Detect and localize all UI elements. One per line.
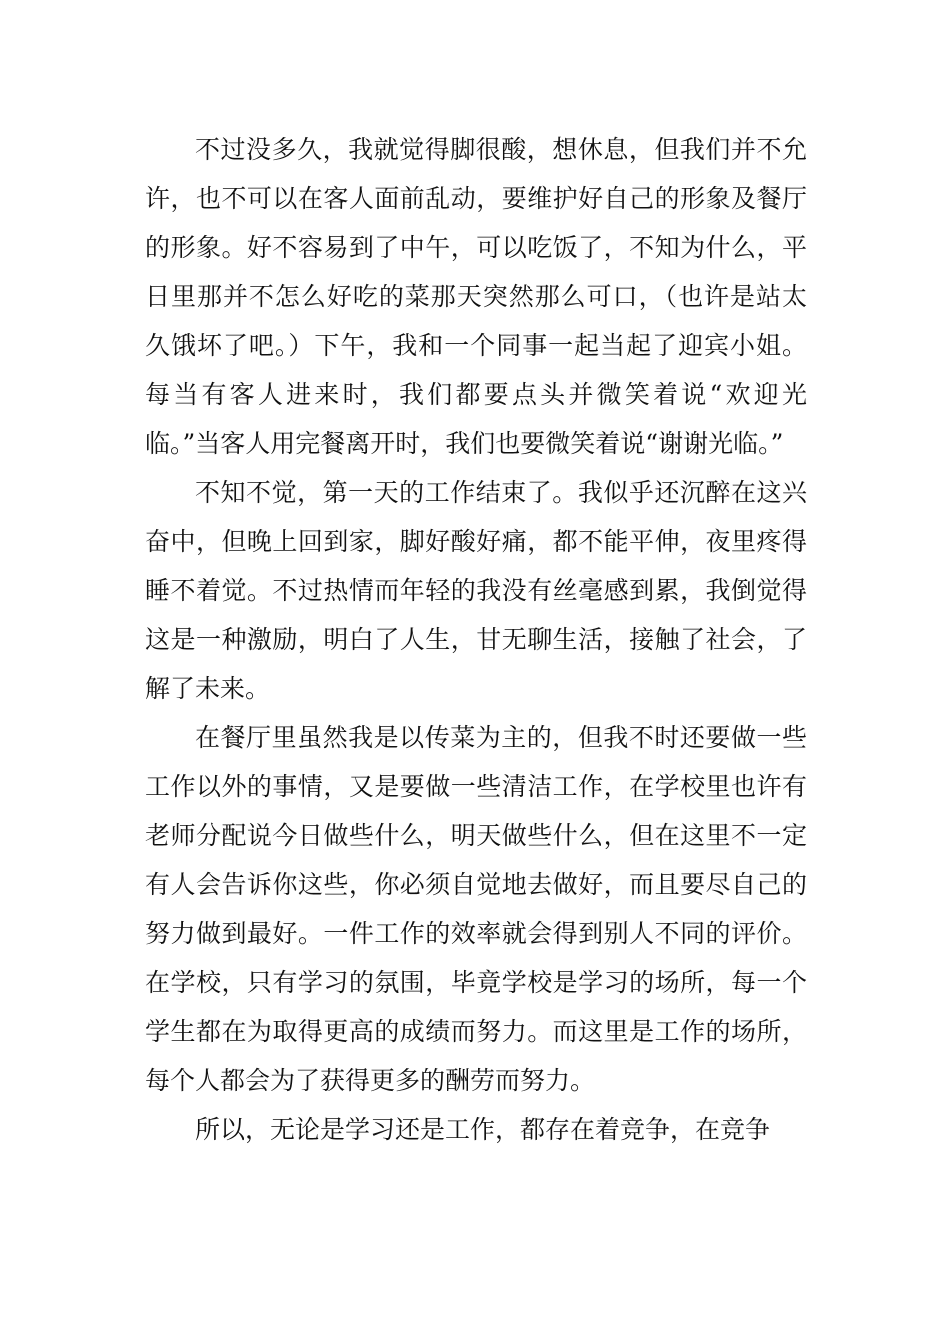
paragraph-4: 所以，无论是学习还是工作，都存在着竞争，在竞争 [195,1115,771,1144]
paragraph-3: 在餐厅里虽然我是以传菜为主的，但我不时还要做一些工作以外的事情，又是要做一些清洁工作，在学校里也许有老师分配说今日做些什么，明天做些什么，但在这里不一定有人会告诉你这些，你必须自觉地去做好，而且要尽自己的努力做到最好。一件工作的效率就会得到别人不同的评价。在学校，只有学习的氛围，毕竟学校是学习的场所，每一个学生都在为取得更高的成绩而努力。而这里是工作的场所，每个人都会为了获得更多的酬劳而努力。 [145,723,807,1095]
paragraph-1: 不过没多久，我就觉得脚很酸，想休息，但我们并不允许，也不可以在客人面前乱动，要维护好自己的形象及餐厅的形象。好不容易到了中午，可以吃饭了，不知为什么，平日里那并不怎么好吃的菜那天突然那么可口，（也许是站太久饿坏了吧。）下午，我和一个同事一起当起了迎宾小姐。每当有客人进来时，我们都要点头并微笑着说“欢迎光临。”当客人用完餐离开时，我们也要微笑着说“谢谢光临。” [145,135,807,458]
document-body [145,125,807,1154]
paragraph-2: 不知不觉，第一天的工作结束了。我似乎还沉醉在这兴奋中，但晚上回到家，脚好酸好痛，都不能平伸，夜里疼得睡不着觉。不过热情而年轻的我没有丝毫感到累，我倒觉得这是一种激励，明白了人生，甘无聊生活，接触了社会，了解了未来。 [145,478,807,703]
